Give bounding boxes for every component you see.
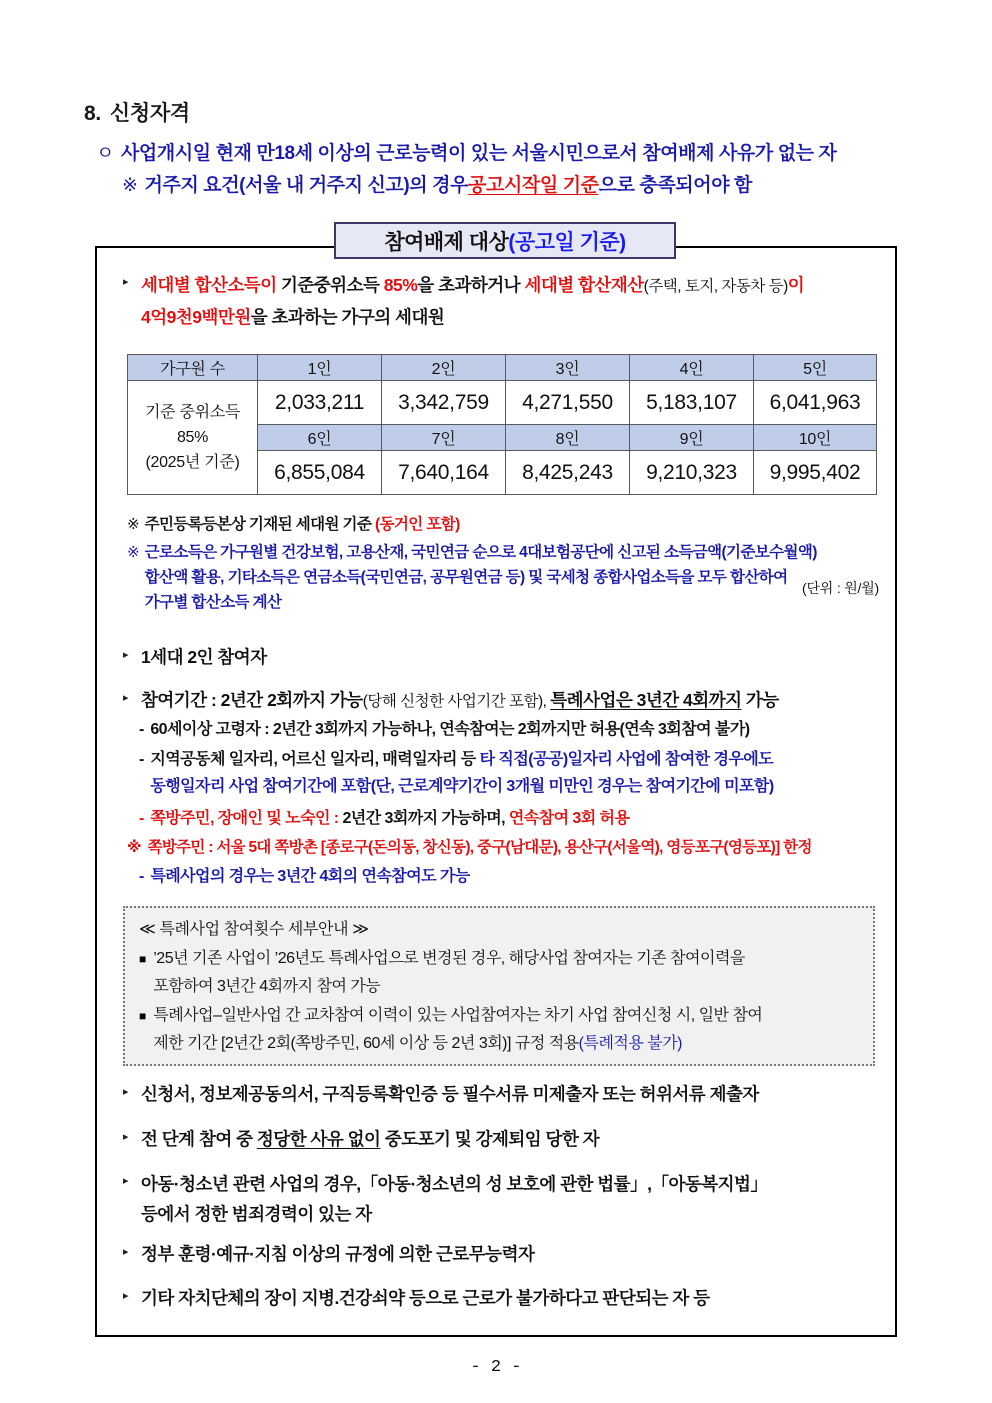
period-seg3: 특례사업은 3년간 4회까지 bbox=[550, 690, 742, 710]
table-value-cell: 3,342,759 bbox=[382, 381, 506, 425]
table-value-cell: 4,271,550 bbox=[506, 381, 630, 425]
income-seg6: (주택, 토지, 자동차 등) bbox=[643, 278, 788, 295]
lead-text-1: 사업개시일 현재 만18세 이상의 근로능력이 있는 서울시민으로서 참여배제 사유가 없는 자 bbox=[120, 143, 837, 164]
lead-sub-pre: 거주지 요건(서울 내 거주지 신고)의 경우 bbox=[144, 175, 469, 196]
income-seg7: 이 bbox=[787, 275, 805, 295]
bullet-criminal-record bbox=[123, 1169, 893, 1229]
bullet-income-criteria bbox=[123, 270, 883, 332]
page-title bbox=[84, 97, 190, 127]
table-value-cell: 9,210,323 bbox=[630, 451, 754, 495]
note-mark-icon: ※ bbox=[127, 839, 142, 856]
table-header-cell: 2인 bbox=[382, 355, 506, 381]
info-box-item-2 bbox=[139, 1002, 859, 1058]
table-row-values-top bbox=[128, 381, 877, 425]
income-seg4: 을 초과하거나 bbox=[417, 275, 525, 295]
bullet-incapacity-regulation bbox=[123, 1240, 534, 1268]
note-income-calculation bbox=[127, 540, 879, 615]
square-bullet-icon: ■ bbox=[139, 952, 147, 966]
withdrawal-pre: 전 단계 참여 중 bbox=[141, 1129, 257, 1149]
dash-marker: - bbox=[139, 751, 145, 768]
bullet-local-government-text: 기타 자치단체의 장이 지병.건강쇠약 등으로 근로가 불가하다고 판단되는 자 등 bbox=[141, 1288, 710, 1308]
bullet-withdrawal bbox=[123, 1125, 599, 1153]
table-value-cell: 6,855,084 bbox=[258, 451, 382, 495]
info-box-heading: ≪ 특례사업 참여횟수 세부안내 ≫ bbox=[139, 921, 369, 938]
table-units-label: (단위 : 원/월) bbox=[802, 580, 879, 596]
note-mark-icon: ※ bbox=[127, 516, 140, 533]
period-seg2: (당해 신청한 사업기간 포함), bbox=[362, 693, 551, 710]
table-row-header-top bbox=[128, 355, 877, 381]
table-value-cell: 7,640,164 bbox=[382, 451, 506, 495]
triangle-bullet-icon: ▸ bbox=[123, 692, 129, 704]
note-resident-registration bbox=[127, 512, 877, 537]
lead-paragraph bbox=[96, 138, 946, 196]
sub-bullet-vulnerable-text bbox=[150, 805, 629, 832]
table-header-cell: 3인 bbox=[506, 355, 630, 381]
note-2-line2: 합산액 활용, 기타소득은 연금소득(국민연금, 공무원연금 등) 및 국세청 종합사업소득을 모두 합산하여 bbox=[144, 569, 788, 586]
asterisk-icon: ※ bbox=[122, 175, 138, 196]
table-value-cell: 8,425,243 bbox=[506, 451, 630, 495]
sub-bullet-public-jobs-text bbox=[150, 746, 773, 800]
triangle-bullet-icon: ▸ bbox=[123, 1131, 129, 1143]
box-title-plate bbox=[334, 222, 676, 259]
period-seg1: 참여기간 : 2년간 2회까지 가능 bbox=[141, 690, 363, 710]
bullet-withdrawal-text bbox=[141, 1125, 599, 1153]
table-row-header-label bbox=[128, 381, 258, 495]
table-header-cell: 6인 bbox=[258, 425, 382, 451]
sub-bullet-elderly-text: 60세이상 고령자 : 2년간 3회까지 가능하나, 연속참여는 2회까지만 허용(연속 3회참여 불가) bbox=[150, 721, 750, 738]
lead-line-2 bbox=[96, 170, 752, 202]
row-header-line1: 기준 중위소득 bbox=[144, 404, 241, 421]
sub-bullet-elderly bbox=[139, 716, 750, 743]
table-header-cell: 4인 bbox=[630, 355, 754, 381]
income-seg2: 기준중위소득 bbox=[276, 275, 384, 295]
sub-bullet-special-text: 특례사업의 경우는 3년간 4회의 연속참여도 가능 bbox=[150, 868, 470, 885]
info-item-1-line2: 포함하여 3년간 4회까지 참여 가능 bbox=[153, 978, 381, 995]
triangle-bullet-icon: ▸ bbox=[123, 1246, 129, 1258]
vuln-seg1: 쪽방주민, 장애인 및 노숙인 : bbox=[150, 810, 343, 827]
triangle-bullet-icon: ▸ bbox=[123, 649, 129, 661]
note-2-line1: 근로소득은 가구원별 건강보험, 고용산재, 국민연금 순으로 4대보험공단에 신고된 소득금액(기준보수월액) bbox=[144, 544, 817, 561]
withdrawal-post: 중도포기 및 강제퇴임 당한 자 bbox=[380, 1129, 600, 1149]
note-2-line3: 가구별 합산소득 계산 bbox=[144, 594, 282, 611]
table-header-cell: 1인 bbox=[258, 355, 382, 381]
info-item-1-text bbox=[153, 945, 745, 1001]
note-1-b: (동거인 포함) bbox=[375, 516, 460, 533]
note-1-text bbox=[145, 512, 460, 537]
table-header-cell: 7인 bbox=[382, 425, 506, 451]
bullet-criminal-record-text bbox=[141, 1169, 767, 1229]
period-seg4: 가능 bbox=[741, 690, 779, 710]
section-title-text: 신청자격 bbox=[109, 102, 190, 125]
dash-marker: - bbox=[139, 721, 145, 738]
row-header-line2: 85% bbox=[176, 429, 209, 446]
dash-marker: - bbox=[139, 810, 145, 827]
table-value-cell: 6,041,963 bbox=[754, 381, 877, 425]
bullet-period-text bbox=[141, 686, 779, 716]
criminal-line2: 등에서 정한 범죄경력이 있는 자 bbox=[141, 1204, 372, 1224]
section-number: 8. bbox=[84, 102, 101, 125]
public-jobs-seg2: 타 직접(공공)일자리 사업에 참여한 경우에도 bbox=[479, 751, 774, 768]
bullet-income-text bbox=[141, 270, 804, 332]
bullet-local-government bbox=[123, 1284, 710, 1312]
square-bullet-icon: ■ bbox=[139, 1009, 147, 1023]
info-item-1-line1: ’25년 기존 사업이 ’26년도 특례사업으로 변경된 경우, 해당사업 참여자는 기존 참여이력을 bbox=[153, 950, 745, 967]
page-number: - 2 - bbox=[470, 1358, 522, 1377]
triangle-bullet-icon: ▸ bbox=[123, 1086, 129, 1098]
note-2-text bbox=[145, 540, 817, 615]
info-item-2-line2-b: (특례적용 불가) bbox=[578, 1035, 683, 1052]
lead-sub-underline: 공고시작일 기준 bbox=[468, 175, 599, 196]
row-header-line3: (2025년 기준) bbox=[145, 454, 240, 471]
table-header-cell: 5인 bbox=[754, 355, 877, 381]
bullet-incapacity-text: 정부 훈령·예규·지침 이상의 규정에 의한 근로무능력자 bbox=[141, 1244, 535, 1264]
public-jobs-seg1: 지역공동체 일자리, 어르신 일자리, 매력일자리 등 bbox=[150, 751, 480, 768]
sub-bullet-vulnerable-groups bbox=[139, 805, 629, 832]
withdrawal-underline: 정당한 사유 없이 bbox=[256, 1129, 381, 1149]
table-value-cell: 9,995,402 bbox=[754, 451, 877, 495]
lead-line-1 bbox=[96, 138, 946, 170]
table-value-cell: 2,033,211 bbox=[258, 381, 382, 425]
bullet-two-person-household bbox=[123, 643, 267, 671]
sub-bullet-special-program bbox=[139, 863, 470, 890]
table-value-cell: 5,183,107 bbox=[630, 381, 754, 425]
note-1-a: 주민등록등본상 기재된 세대원 기준 bbox=[144, 516, 375, 533]
info-item-2-text bbox=[153, 1002, 762, 1058]
lead-sub-post: 으로 충족되어야 함 bbox=[598, 175, 752, 196]
income-seg5: 세대별 합산재산 bbox=[524, 275, 644, 295]
box-title-part2: (공고일 기준) bbox=[508, 230, 626, 254]
info-item-2-line1: 특례사업–일반사업 간 교차참여 이력이 있는 사업참여자는 차기 사업 참여신청 시, 일반 참여 bbox=[153, 1007, 763, 1024]
content-box bbox=[95, 246, 897, 1337]
income-seg3: 85% bbox=[383, 275, 418, 295]
box-title-part1: 참여배제 대상 bbox=[384, 230, 509, 254]
income-line2-a: 4억9천9백만원 bbox=[141, 307, 251, 327]
income-line2-b: 을 초과하는 가구의 세대원 bbox=[250, 307, 445, 327]
triangle-bullet-icon: ▸ bbox=[123, 1290, 129, 1302]
bullet-missing-documents bbox=[123, 1080, 759, 1108]
table-header-cell: 9인 bbox=[630, 425, 754, 451]
table-header-cell: 10인 bbox=[754, 425, 877, 451]
table-header-cell: 8인 bbox=[506, 425, 630, 451]
bullet-participation-period bbox=[123, 686, 888, 716]
triangle-bullet-icon: ▸ bbox=[123, 1175, 129, 1187]
vuln-seg3: 연속참여 3회 허용 bbox=[508, 810, 630, 827]
table-corner-header: 가구원 수 bbox=[128, 355, 258, 381]
note-mark-icon: ※ bbox=[127, 544, 140, 561]
criminal-line1: 아동·청소년 관련 사업의 경우,「아동·청소년의 성 보호에 관한 법률」,「아동복지법」 bbox=[141, 1174, 768, 1194]
special-program-info-box bbox=[123, 906, 875, 1066]
income-seg1: 세대별 합산소득이 bbox=[141, 275, 277, 295]
jjokbang-definition-text: 쪽방주민 : 서울 5대 쪽방촌 [종로구(돈의동, 창신동), 중구(남대문), 용산구(서울역), 영등포구(영등포)] 한정 bbox=[147, 839, 812, 856]
triangle-bullet-icon: ▸ bbox=[123, 276, 129, 288]
sub-note-jjokbang-definition bbox=[127, 834, 812, 861]
public-jobs-line2: 동행일자리 사업 참여기간에 포함(단, 근로계약기간이 3개월 미만인 경우는 참여기간에 미포함) bbox=[150, 778, 774, 795]
bullet-missing-documents-text: 신청서, 정보제공동의서, 구직등록확인증 등 필수서류 미제출자 또는 허위서류 제출자 bbox=[141, 1084, 759, 1104]
median-income-table bbox=[127, 354, 877, 495]
sub-bullet-other-public-jobs bbox=[139, 746, 879, 800]
info-item-2-line2-a: 제한 기간 [2년간 2회(쪽방주민, 60세 이상 등 2년 3회)] 규정 적용 bbox=[153, 1035, 579, 1052]
lead-marker: ㅇ bbox=[96, 143, 114, 164]
bullet-two-person-text: 1세대 2인 참여자 bbox=[141, 647, 267, 667]
dash-marker: - bbox=[139, 868, 145, 885]
vuln-seg2: 2년간 3회까지 가능하며, bbox=[342, 810, 509, 827]
info-box-item-1 bbox=[139, 945, 859, 1001]
